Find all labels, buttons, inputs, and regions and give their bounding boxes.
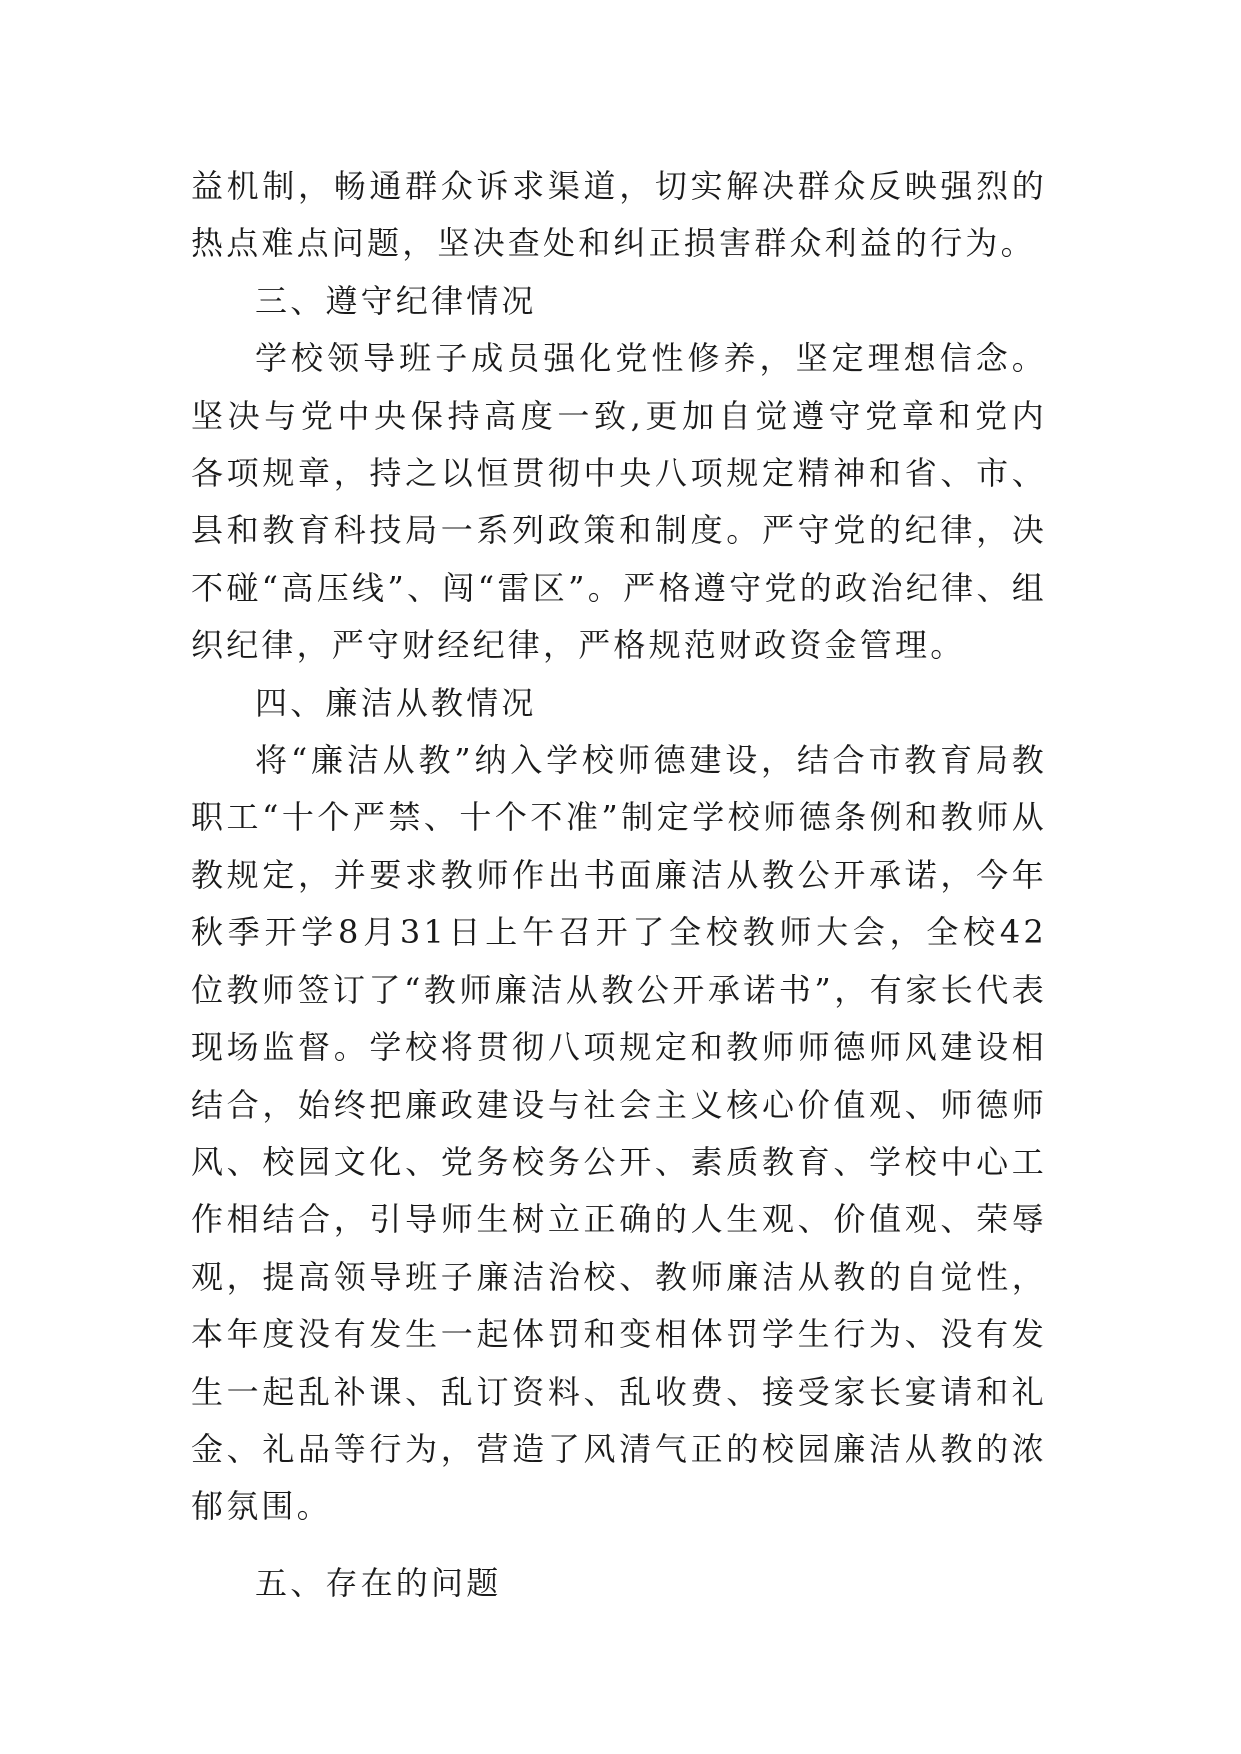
section-heading-5: 五、存在的问题 bbox=[255, 1563, 502, 1602]
spacer bbox=[191, 1536, 1047, 1555]
paragraph-integrity: 将“廉洁从教”纳入学校师德建设，结合市教育局教职工“十个严禁、十个不准”制定学校师德条例和教师从教规定，并要求教师作出书面廉洁从教公开承诺，今年秋季开学8月31日上午召开了全校教师大会，全校42位教师签订了“教师廉洁从教公开承诺书”，有家长代表现场监督。学校将贯彻八项规定和教师师德师风建设相结合，始终把廉政建设与社会主义核心价值观、师德师风、校园文化、党务校务公开、素质教育、学校中心工作相结合，引导师生树立正确的人生观、价值观、荣辱观，提高领导班子廉洁治校、教师廉洁从教的自觉性，本年度没有发生一起体罚和变相体罚学生行为、没有发生一起乱补课、乱订资料、乱收费、接受家长宴请和礼金、礼品等行为，营造了风清气正的校园廉洁从教的浓郁氛围。 bbox=[191, 741, 1047, 1526]
paragraph-continuation: 益机制，畅通群众诉求渠道，切实解决群众反映强烈的热点难点问题，坚决查处和纠正损害群众利益的行为。 bbox=[191, 167, 1047, 263]
section-heading-3: 三、遵守纪律情况 bbox=[255, 281, 537, 320]
paragraph-discipline: 学校领导班子成员强化党性修养，坚定理想信念。坚决与党中央保持高度一致,更加自觉遵守党章和党内各项规章，持之以恒贯彻中央八项规定精神和省、市、县和教育科技局一系列政策和制度。严守党的纪律，决不碰“高压线”、闯“雷区”。严格遵守党的政治纪律、组织纪律，严守财经纪律，严格规范财政资金管理。 bbox=[191, 339, 1047, 665]
document-body bbox=[191, 158, 1047, 1612]
section-heading-4: 四、廉洁从教情况 bbox=[255, 683, 537, 722]
